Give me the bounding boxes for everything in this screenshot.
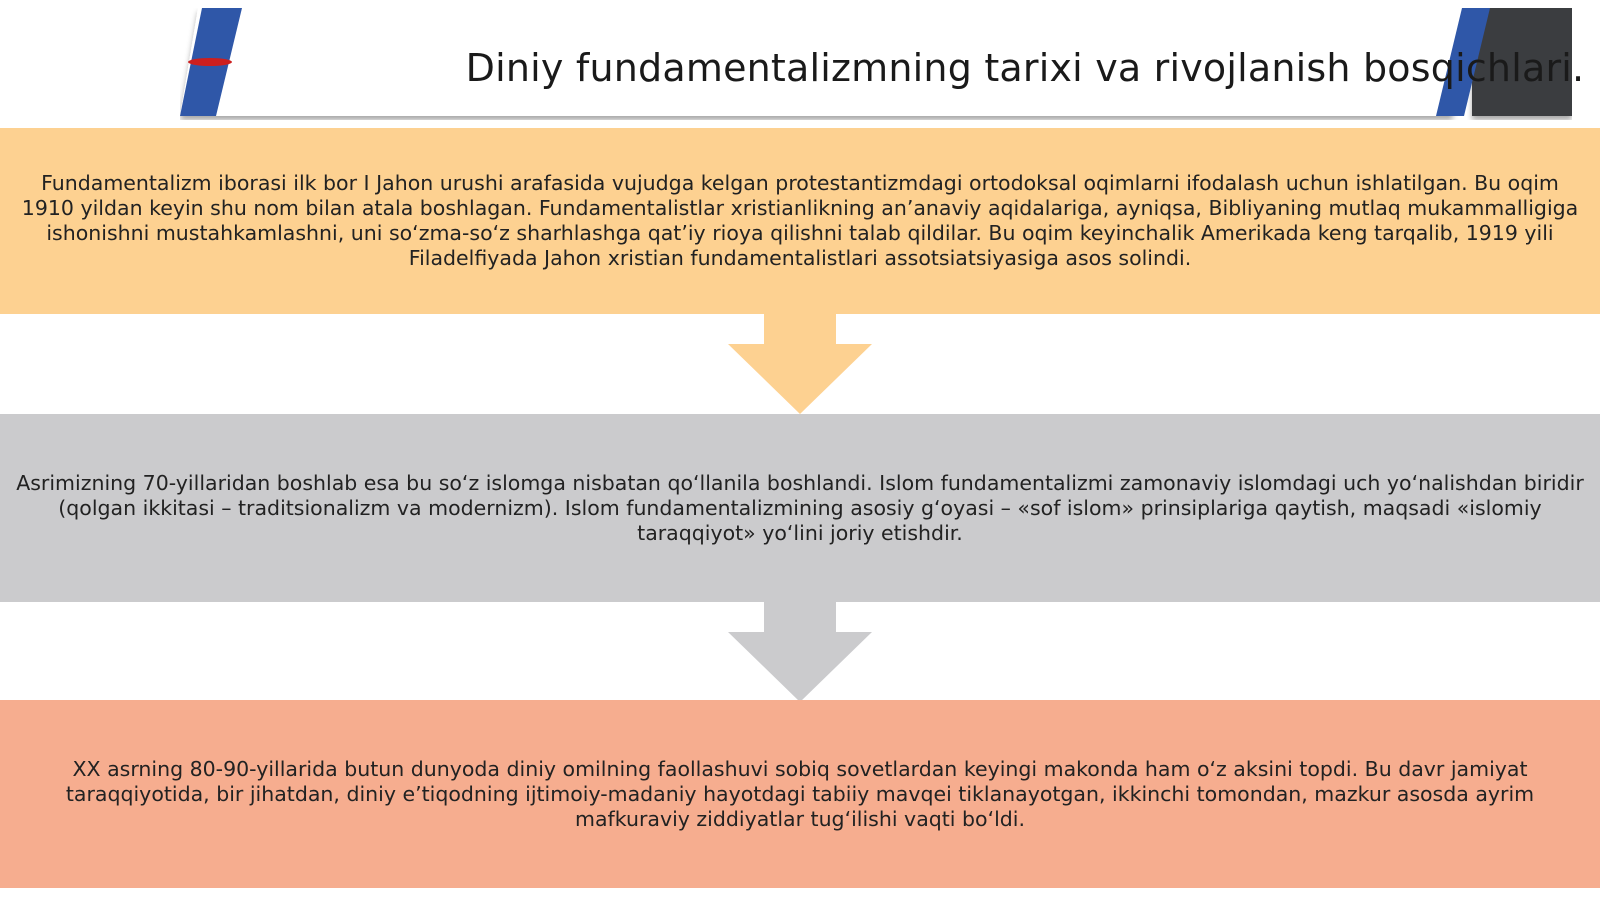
down-arrow-icon bbox=[728, 314, 872, 414]
content-block-1-text: Fundamentalizm iborasi ilk bor I Jahon urushi arafasida vujudga kelgan protestantizmdagi ortodoksal oqimlarni ifodalash uchun ishlatilgan. Bu oqim 1910 yildan keyin shu nom bilan atala boshlagan. Fundamentalistlar xristianlikning an’anaviy aqidalariga, ayniqsa, Bibliyaning mutlaq mukammalligiga ishonishni mustahkamlashni, uni so‘zma-so‘z sharhlashga qat’iy rioya qilishni talab qildilar. Bu oqim keyinchalik Amerikada keng tarqalib, 1919 yili Filadelfiyada Jahon xristian fundamentalistlari assotsiatsiyasiga asos solindi. bbox=[21, 171, 1579, 270]
content-block-3-text: XX asrning 80-90-yillarida butun dunyoda diniy omilning faollashuvi sobiq sovetlardan keyingi makonda ham o‘z aksini topdi. Bu davr jamiyat taraqqiyotida, bir jihatdan, diniy e’tiqodning ijtimoiy-madaniy hayotdagi tabiiy mavqei tiklanayotgan, ikkinchi tomondan, mazkur asosda ayrim mafkuraviy ziddiyatlar tug‘ilishi vaqti bo‘ldi. bbox=[65, 756, 1535, 831]
content-block-1 bbox=[0, 128, 1600, 314]
content-block-3 bbox=[0, 700, 1600, 888]
slide-title: Diniy fundamentalizmning tarixi va rivojlanish bosqichlari. bbox=[465, 46, 1585, 90]
content-block-2 bbox=[0, 414, 1600, 602]
title-banner bbox=[180, 8, 1585, 120]
content-block-2-text: Asrimizning 70-yillaridan boshlab esa bu so‘z islomga nisbatan qo‘llanila boshlandi. Islom fundamentalizmi zamonaviy islomdagi uch yo‘nalishdan biridir (qolgan ikkitasi – traditsionalizm va modernizm). Islom fundamentalizmining asosiy g‘oyasi – «sof islom» prinsiplariga qaytish, maqsadi «islomiy taraqqiyot» yo‘lini joriy etishdir. bbox=[16, 470, 1584, 545]
down-arrow-icon bbox=[728, 602, 872, 702]
